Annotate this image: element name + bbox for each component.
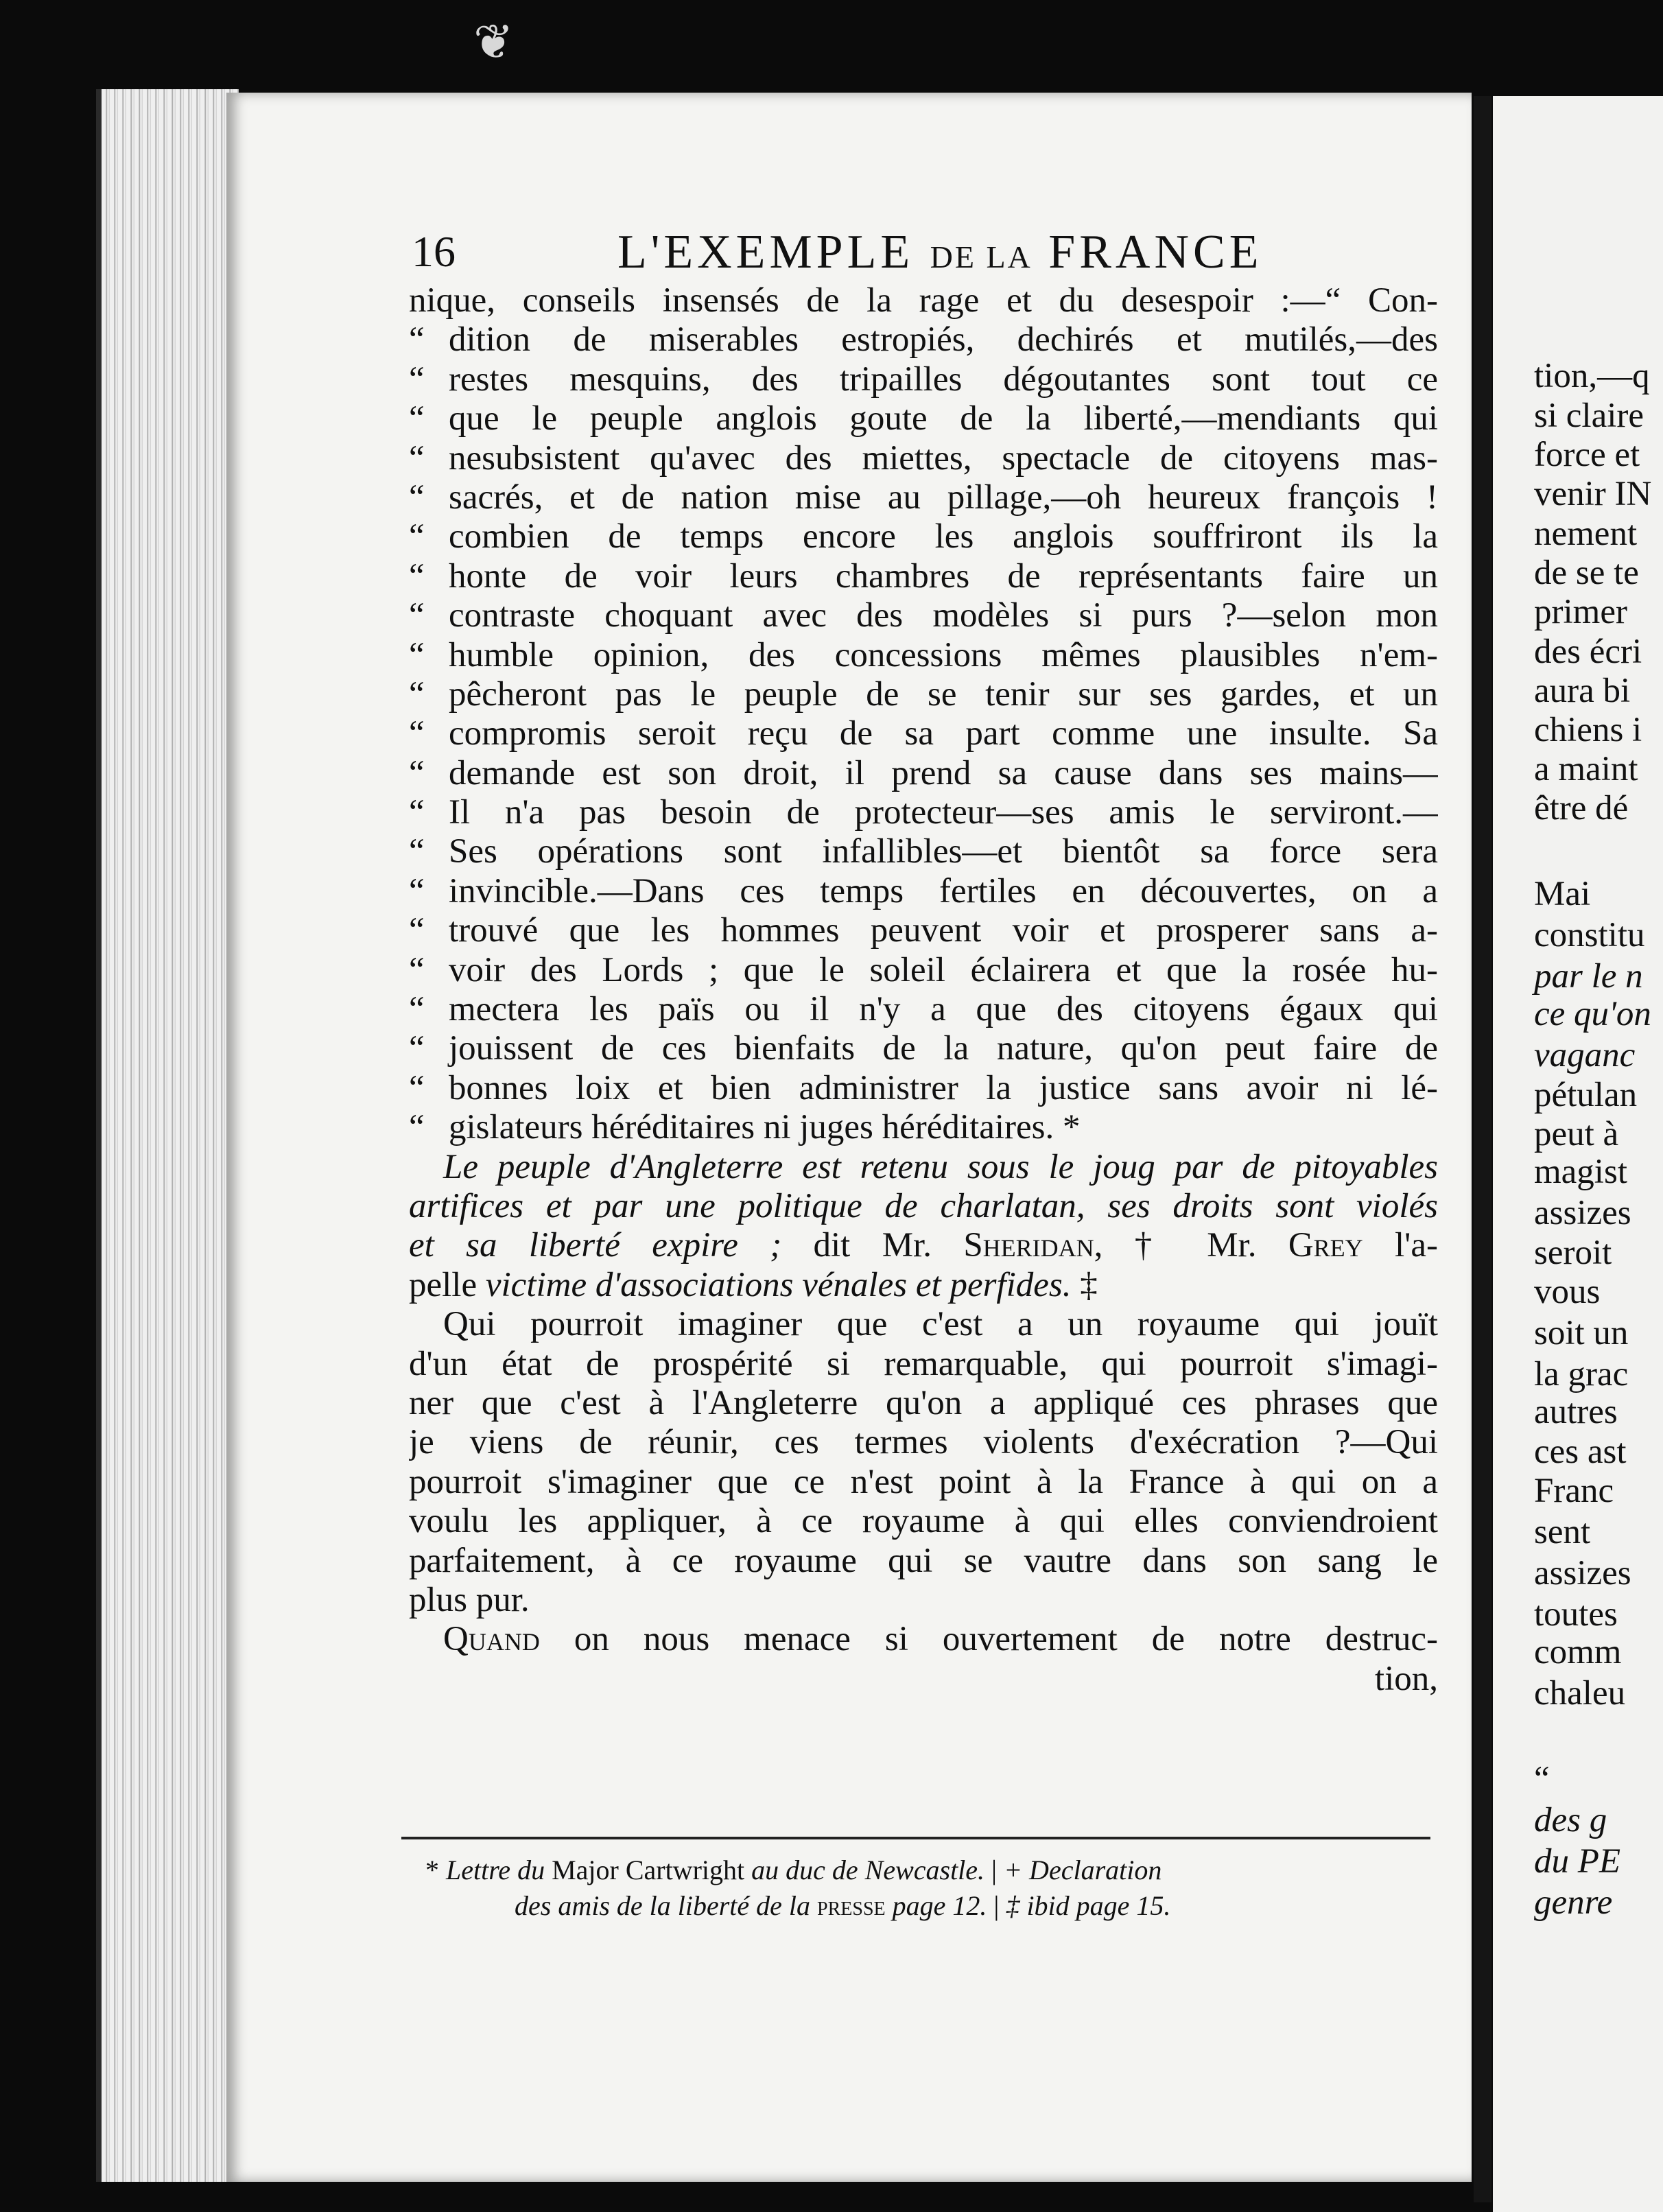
facing-page-text: magist <box>1534 1153 1627 1191</box>
text-line <box>409 911 1438 950</box>
text-line: Qui pourroit imaginer que c'est a un royaume qui jouït <box>443 1305 1438 1344</box>
text-span: demande est son droit, il prend sa cause dans ses mains— <box>449 753 1438 792</box>
quote-mark: “ <box>409 1029 425 1068</box>
quote-mark: “ <box>409 556 425 596</box>
text-line <box>409 636 1438 675</box>
paragraph <box>409 1305 1438 1620</box>
facing-page-text: “ <box>1534 1760 1550 1798</box>
text-span: Lettre du <box>446 1855 545 1885</box>
facing-page-text: pétulan <box>1534 1076 1638 1114</box>
facing-page-text: constitu <box>1534 916 1645 954</box>
quote-mark: “ <box>409 832 425 871</box>
facing-page-text: autres <box>1534 1393 1618 1431</box>
facing-page-text: toutes <box>1534 1595 1618 1634</box>
text-line <box>409 281 1438 320</box>
quote-mark: “ <box>409 320 425 360</box>
facing-page-text: assizes <box>1534 1194 1631 1232</box>
text-line <box>409 832 1438 871</box>
facing-page-text: a maint <box>1534 750 1638 788</box>
facing-page-text: vous <box>1534 1273 1601 1311</box>
facing-page-text: Mai <box>1534 875 1591 913</box>
text-line <box>409 1266 1438 1305</box>
text-span: ‡ ibid page 15. <box>1006 1890 1171 1921</box>
quote-mark: “ <box>409 911 425 950</box>
text-line <box>409 399 1438 438</box>
citation-paragraph <box>409 1148 1438 1306</box>
text-line <box>409 439 1438 478</box>
facing-page-text: vaganc <box>1534 1036 1636 1074</box>
facing-page-fragment <box>1493 96 1663 2212</box>
quote-mark: “ <box>409 438 425 478</box>
main-text <box>409 281 1438 1699</box>
text-span: Il n'a pas besoin de protecteur—ses amis le serviront.— <box>449 793 1438 832</box>
facing-page-text: ces ast <box>1534 1433 1627 1471</box>
facing-page-text: tion,—q <box>1534 357 1650 395</box>
text-span: + Declaration <box>1004 1855 1162 1885</box>
text-span: restes mesquins, des tripailles dégoutantes sont tout ce <box>449 360 1438 399</box>
quote-mark: “ <box>409 517 425 556</box>
text-span: nesubsistent qu'avec des miettes, spectacle de citoyens mas- <box>449 438 1438 478</box>
text-span: presse <box>817 1890 886 1921</box>
facing-page-text: peut à <box>1534 1115 1619 1153</box>
book-page-edges <box>96 89 239 2182</box>
text-line <box>409 675 1438 714</box>
quote-mark: “ <box>409 950 425 989</box>
text-line <box>409 1620 1438 1659</box>
text-span: pêcheront pas le peuple de se tenir sur ses gardes, et un <box>449 674 1438 714</box>
facing-page-text: ce qu'on <box>1534 995 1651 1033</box>
text-span: pelle <box>409 1265 486 1304</box>
facing-page-text: par le n <box>1534 957 1643 996</box>
text-line: tion, <box>1374 1659 1438 1698</box>
text-line: parfaitement, à ce royaume qui se vautre dans son sang le <box>409 1541 1438 1580</box>
header-title-part: L'EXEMPLE <box>617 226 915 279</box>
facing-page-text: de se te <box>1534 554 1639 592</box>
facing-page-text: primer <box>1534 593 1627 631</box>
facing-page-text: chiens i <box>1534 711 1642 749</box>
text-span: Major Cartwright <box>545 1855 752 1885</box>
quote-mark: “ <box>409 793 425 832</box>
text-line: artifices et par une politique de charlatan, ses droits sont violés <box>409 1186 1438 1225</box>
text-line <box>409 557 1438 596</box>
text-line <box>409 478 1438 517</box>
text-span: mectera les païs ou il n'y a que des citoyens égaux qui <box>449 990 1438 1029</box>
footnote-line <box>425 1852 1406 1888</box>
page-number: 16 <box>412 227 456 276</box>
text-span: on nous menace si ouvertement de notre destruc- <box>539 1620 1438 1659</box>
facing-page-text: soit un <box>1534 1314 1629 1352</box>
text-line <box>409 1069 1438 1108</box>
text-span: Ses opérations sont infallibles—et bientôt sa force sera <box>449 832 1438 871</box>
quote-mark: “ <box>409 1068 425 1107</box>
text-span: gislateurs héréditaires ni juges héréditaires. * <box>449 1108 1081 1147</box>
text-span: page 12. <box>885 1890 987 1921</box>
facing-page-text: du PE <box>1534 1842 1621 1881</box>
text-span: , † Mr. <box>1094 1226 1288 1265</box>
text-span: invincible.—Dans ces temps fertiles en découvertes, on a <box>449 871 1438 910</box>
facing-page-text: aura bi <box>1534 672 1631 710</box>
text-span: l'a- <box>1363 1226 1438 1265</box>
facing-page-text: des g <box>1534 1801 1607 1839</box>
footnote-divider <box>401 1837 1430 1839</box>
text-span: | <box>987 1890 1006 1921</box>
facing-page-text: chaleu <box>1534 1674 1626 1713</box>
facing-page-text: si claire <box>1534 397 1644 435</box>
facing-page-text: venir IN <box>1534 475 1652 513</box>
facing-page-text: sent <box>1534 1513 1591 1551</box>
quote-mark: “ <box>409 1108 425 1147</box>
text-line: pourroit s'imaginer que ce n'est point à la France à qui on a <box>409 1462 1438 1501</box>
footnotes <box>425 1852 1406 1924</box>
quote-mark: “ <box>409 399 425 438</box>
text-span: que le peuple anglois goute de la liberté,—mendiants qui <box>449 399 1438 438</box>
facing-page-text: des écri <box>1534 633 1642 671</box>
text-span: honte de voir leurs chambres de représentants faire un <box>449 556 1438 596</box>
text-span: des amis de la liberté de la <box>515 1890 818 1921</box>
text-span: combien de temps encore les anglois souffriront ils la <box>449 517 1438 556</box>
text-span: jouissent de ces bienfaits de la nature, qu'on peut faire de <box>449 1029 1438 1068</box>
header-title-part: FRANCE <box>1048 226 1263 279</box>
facing-page-text: assizes <box>1534 1554 1631 1592</box>
footnote-line <box>425 1888 1406 1924</box>
text-span: victime d'associations vénales et perfides. <box>485 1265 1072 1304</box>
facing-page-text: la grac <box>1534 1355 1629 1393</box>
text-span: Sheridan <box>963 1226 1094 1265</box>
quote-mark: “ <box>409 871 425 910</box>
quote-mark: “ <box>409 596 425 635</box>
text-span: trouvé que les hommes peuvent voir et prosperer sans a- <box>449 911 1438 950</box>
text-line <box>409 320 1438 360</box>
facing-page-text: seroit <box>1534 1234 1612 1272</box>
quote-mark: “ <box>409 635 425 674</box>
text-span: * <box>425 1855 446 1885</box>
text-line: voulu les appliquer, à ce royaume à qui elles conviendroient <box>409 1502 1438 1541</box>
text-line <box>409 360 1438 399</box>
quote-mark: “ <box>409 360 425 399</box>
text-span: humble opinion, des concessions mêmes plausibles n'em- <box>449 635 1438 674</box>
text-line <box>409 872 1438 911</box>
book-gutter <box>1474 96 1491 2202</box>
facing-page-text: Franc <box>1534 1472 1614 1510</box>
text-line <box>409 793 1438 832</box>
text-line: ner que c'est à l'Angleterre qu'on a appliqué ces phrases que <box>409 1383 1438 1422</box>
facing-page-text: être dé <box>1534 789 1629 827</box>
text-line <box>409 517 1438 556</box>
text-line <box>409 714 1438 753</box>
facing-page-text: nement <box>1534 515 1638 553</box>
text-line: je viens de réunir, ces termes violents d'exécration ?—Qui <box>409 1423 1438 1462</box>
text-span: ‡ <box>1071 1265 1098 1304</box>
text-span: | <box>984 1855 1004 1885</box>
text-line <box>409 1029 1438 1068</box>
text-line: d'un état de prospérité si remarquable, qui pourroit s'imagi- <box>409 1344 1438 1383</box>
ornament-icon: ❦ <box>473 16 514 69</box>
text-span: et sa liberté expire ; <box>409 1226 782 1265</box>
text-span: compromis seroit reçu de sa part comme une insulte. Sa <box>449 714 1438 753</box>
paragraph <box>409 1620 1438 1699</box>
text-line <box>409 754 1438 793</box>
text-line <box>409 596 1438 635</box>
text-span: Grey <box>1288 1226 1363 1265</box>
quoted-passage <box>409 281 1438 1148</box>
text-span: dit Mr. <box>781 1226 964 1265</box>
text-line: Le peuple d'Angleterre est retenu sous le joug par de pitoyables <box>443 1147 1438 1186</box>
quote-mark: “ <box>409 714 425 753</box>
quote-mark: “ <box>409 674 425 714</box>
text-line <box>409 1108 1438 1147</box>
text-span: Quand <box>443 1620 540 1659</box>
text-span: bonnes loix et bien administrer la justice sans avoir ni lé- <box>449 1068 1438 1107</box>
text-span: sacrés, et de nation mise au pillage,—oh heureux françois ! <box>449 478 1438 517</box>
text-span: voir des Lords ; que le soleil éclairera et que la rosée hu- <box>449 950 1438 989</box>
header-title <box>617 225 1262 280</box>
text-span: au duc de Newcastle. <box>751 1855 985 1885</box>
text-span: dition de miserables estropiés, dechirés et mutilés,—des <box>449 320 1438 360</box>
quote-mark: “ <box>409 753 425 792</box>
header-title-part: DE LA <box>930 239 1033 274</box>
text-line <box>409 951 1438 990</box>
text-line <box>409 990 1438 1029</box>
quote-mark: “ <box>409 478 425 517</box>
text-span: contraste choquant avec des modèles si purs ?—selon mon <box>449 596 1438 635</box>
text-line: plus pur. <box>409 1580 530 1619</box>
facing-page-text: genre <box>1534 1883 1613 1922</box>
text-span: nique, conseils insensés de la rage et du desespoir :—“ Con- <box>409 281 1438 320</box>
quote-mark: “ <box>409 990 425 1029</box>
text-line <box>409 1226 1438 1265</box>
facing-page-text: comm <box>1534 1633 1622 1671</box>
facing-page-text: force et <box>1534 436 1640 474</box>
